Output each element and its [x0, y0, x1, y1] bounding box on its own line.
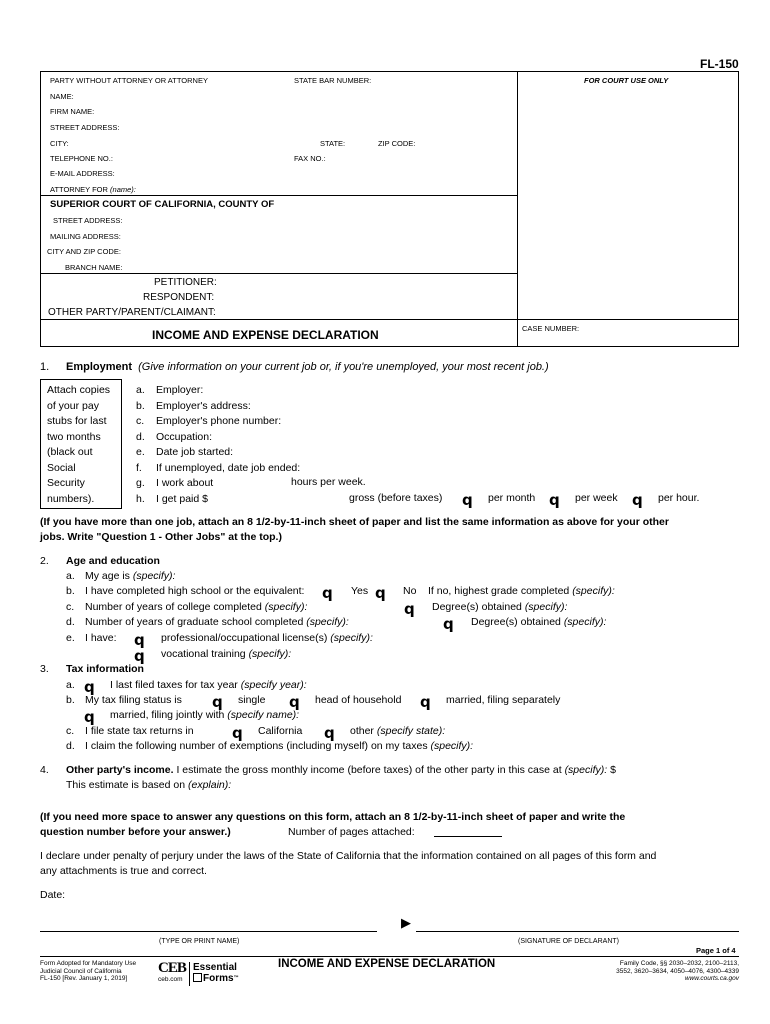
section1-heading: Employment (Give information on your current job or, if you're unemployed, your most recent job.): [66, 361, 549, 373]
per-week-label: per week: [575, 492, 618, 504]
exemptions-letter: d.: [66, 740, 75, 752]
employment-items: [156, 383, 300, 507]
petitioner-label: PETITIONER:: [154, 277, 217, 288]
state-bar-number-label: STATE BAR NUMBER:: [294, 76, 372, 85]
hours-per-week-label: hours per week.: [291, 476, 366, 488]
form-number: FL-150: [700, 57, 739, 71]
section2-number: 2.: [40, 555, 49, 567]
email-label: E-MAIL ADDRESS:: [50, 169, 115, 178]
single-label: single: [238, 694, 266, 706]
page-number: Page 1 of 4: [696, 946, 736, 955]
form-title: INCOME AND EXPENSE DECLARATION: [152, 328, 379, 342]
i-have-label: I have:: [85, 632, 117, 644]
section2-heading: Age and education: [66, 555, 160, 567]
more-jobs-note-1: (If you have more than one job, attach an 8 1/2-by-11-inch sheet of paper and list the same information as above for your other: [40, 516, 669, 528]
head-of-household-checkbox[interactable]: q: [289, 693, 300, 711]
date-label: Date:: [40, 889, 66, 901]
state-label: STATE:: [320, 139, 346, 148]
professional-license-label: professional/occupational license(s) (specify):: [161, 632, 373, 644]
california-label: California: [258, 725, 303, 737]
court-city-zip-label: CITY AND ZIP CODE:: [47, 247, 121, 256]
filing-status-label: My tax filing status is: [85, 694, 182, 706]
california-checkbox[interactable]: q: [232, 724, 243, 742]
employer-address-label: Employer's address:: [156, 399, 251, 412]
highest-grade-label: If no, highest grade completed (specify):: [428, 585, 615, 597]
exemptions-label: I claim the following number of exemptions (including myself) on my taxes (specify):: [85, 740, 474, 752]
vocational-training-checkbox[interactable]: q: [134, 647, 145, 665]
high-school-label: I have completed high school or the equivalent:: [85, 585, 305, 597]
per-month-label: per month: [488, 492, 536, 504]
employer-label: Employer:: [156, 384, 204, 396]
get-paid-label: I get paid $: [156, 492, 208, 505]
logo-divider: [189, 962, 190, 986]
date-started-label: Date job started:: [156, 446, 234, 458]
married-jointly-label: married, filing jointly with (specify name):: [110, 709, 300, 721]
declaration-line-2: any attachments is true and correct.: [40, 865, 207, 877]
section1-number: 1.: [40, 361, 50, 373]
other-state-checkbox[interactable]: q: [324, 724, 335, 742]
date-ended-label: If unemployed, date job ended:: [156, 461, 301, 474]
court-title: SUPERIOR COURT OF CALIFORNIA, COUNTY OF: [50, 199, 275, 210]
more-space-note-1: (If you need more space to answer any questions on this form, attach an 8 1/2-by-11-inch sheet of paper and write the: [40, 811, 626, 823]
header-divider-2: [40, 273, 517, 274]
for-court-use-label: FOR COURT USE ONLY: [584, 76, 669, 85]
zip-code-label: ZIP CODE:: [378, 139, 416, 148]
college-degree-label: Degree(s) obtained (specify):: [432, 601, 568, 613]
grad-degree-checkbox[interactable]: q: [443, 615, 454, 633]
college-years-label: Number of years of college completed (specify):: [85, 601, 308, 613]
firm-name-label: FIRM NAME:: [50, 107, 95, 116]
court-street-address-label: STREET ADDRESS:: [53, 216, 123, 225]
pages-attached-label: Number of pages attached:: [288, 826, 415, 838]
street-address-label: STREET ADDRESS:: [50, 123, 120, 132]
occupation-label: Occupation:: [156, 430, 213, 443]
section3-heading: Tax information: [66, 663, 144, 675]
signature-field[interactable]: [416, 931, 739, 932]
family-code-text: Family Code, §§ 2030–2032, 2100–2113, 3552, 3620–3634, 4050–4076, 4300–4339 www.courts.ca.gov: [616, 960, 739, 982]
filing-status-letter: b.: [66, 694, 75, 706]
other-party-label: OTHER PARTY/PARENT/CLAIMANT:: [48, 307, 216, 318]
high-school-letter: b.: [66, 585, 75, 597]
print-name-field[interactable]: [40, 931, 377, 932]
high-school-no-checkbox[interactable]: q: [375, 584, 386, 602]
court-branch-name-label: BRANCH NAME:: [65, 263, 123, 272]
age-letter: a.: [66, 570, 75, 582]
tax-year-checkbox[interactable]: q: [84, 678, 95, 696]
header-divider-1: [40, 195, 517, 196]
per-month-checkbox[interactable]: q: [462, 491, 473, 509]
employment-letters: a. b. c. d. e. f. g. h.: [136, 384, 145, 505]
tax-year-label: I last filed taxes for tax year (specify year):: [110, 679, 307, 691]
type-or-print-label: (TYPE OR PRINT NAME): [159, 938, 240, 945]
estimate-basis-label: This estimate is based on (explain):: [66, 779, 232, 791]
declaration-line-1: I declare under penalty of perjury under the laws of the State of California that the information contained on all pages of this form and: [40, 850, 657, 862]
state-returns-letter: c.: [66, 725, 75, 737]
name-label: NAME:: [50, 92, 74, 101]
college-degree-checkbox[interactable]: q: [404, 600, 415, 618]
more-jobs-note-2: jobs. Write "Question 1 - Other Jobs" at the top.): [40, 531, 282, 543]
case-number-label: CASE NUMBER:: [522, 324, 580, 333]
court-mailing-address-label: MAILING ADDRESS:: [50, 232, 121, 241]
form-adopted-text: Form Adopted for Mandatory Use Judicial Council of California FL-150 [Rev. January 1, 2019]: [40, 960, 137, 982]
professional-license-checkbox[interactable]: q: [134, 631, 145, 649]
ceb-logo: CEB ceb.com: [158, 960, 186, 983]
married-jointly-checkbox[interactable]: q: [84, 708, 95, 726]
party-without-attorney-label: PARTY WITHOUT ATTORNEY OR ATTORNEY: [50, 76, 208, 85]
per-hour-checkbox[interactable]: q: [632, 491, 643, 509]
signature-label: (SIGNATURE OF DECLARANT): [518, 938, 619, 945]
tax-year-letter: a.: [66, 679, 75, 691]
header-divider-3: [40, 319, 739, 320]
essential-forms-logo: Essential Forms™: [193, 962, 239, 984]
married-separately-label: married, filing separately: [446, 694, 561, 706]
more-space-note-2: question number before your answer.): [40, 826, 231, 838]
fax-label: FAX NO.:: [294, 154, 326, 163]
head-of-household-label: head of household: [315, 694, 402, 706]
per-week-checkbox[interactable]: q: [549, 491, 560, 509]
married-separately-checkbox[interactable]: q: [420, 693, 431, 711]
grad-degree-label: Degree(s) obtained (specify):: [471, 616, 607, 628]
single-checkbox[interactable]: q: [212, 693, 223, 711]
age-label: My age is (specify):: [85, 570, 176, 582]
employer-phone-label: Employer's phone number:: [156, 415, 282, 427]
grad-letter: d.: [66, 616, 75, 628]
footer-title: INCOME AND EXPENSE DECLARATION: [278, 958, 496, 970]
license-letter: e.: [66, 632, 75, 644]
city-label: CITY:: [50, 139, 69, 148]
attach-copies-text: Attach copies of your pay stubs for last two months (black out Social Security numbers).: [47, 384, 111, 505]
vocational-training-label: vocational training (specify):: [161, 648, 292, 660]
telephone-label: TELEPHONE NO.:: [50, 154, 113, 163]
signature-arrow-icon: ▶: [401, 915, 411, 930]
respondent-label: RESPONDENT:: [143, 292, 215, 303]
gross-label: gross (before taxes): [349, 492, 443, 504]
footer-rule: [40, 956, 739, 957]
court-use-divider: [517, 71, 518, 347]
per-hour-label: per hour.: [658, 492, 700, 504]
state-returns-label: I file state tax returns in: [85, 725, 194, 737]
grad-years-label: Number of years of graduate school completed (specify):: [85, 616, 349, 628]
section3-number: 3.: [40, 663, 49, 675]
high-school-no-label: No: [403, 585, 417, 597]
court-website-link: www.courts.ca.gov: [684, 975, 739, 982]
attorney-for-label: ATTORNEY FOR (name):: [50, 185, 136, 194]
work-about-label: I work about: [156, 477, 214, 489]
section4-number: 4.: [40, 764, 49, 776]
pages-attached-field[interactable]: [434, 836, 502, 837]
high-school-yes-checkbox[interactable]: q: [322, 584, 333, 602]
other-party-income-label: Other party's income. I estimate the gross monthly income (before taxes) of the other party in this case at (specify): $: [66, 764, 616, 776]
other-state-label: other (specify state):: [350, 725, 446, 737]
high-school-yes-label: Yes: [351, 585, 369, 597]
college-letter: c.: [66, 601, 75, 613]
